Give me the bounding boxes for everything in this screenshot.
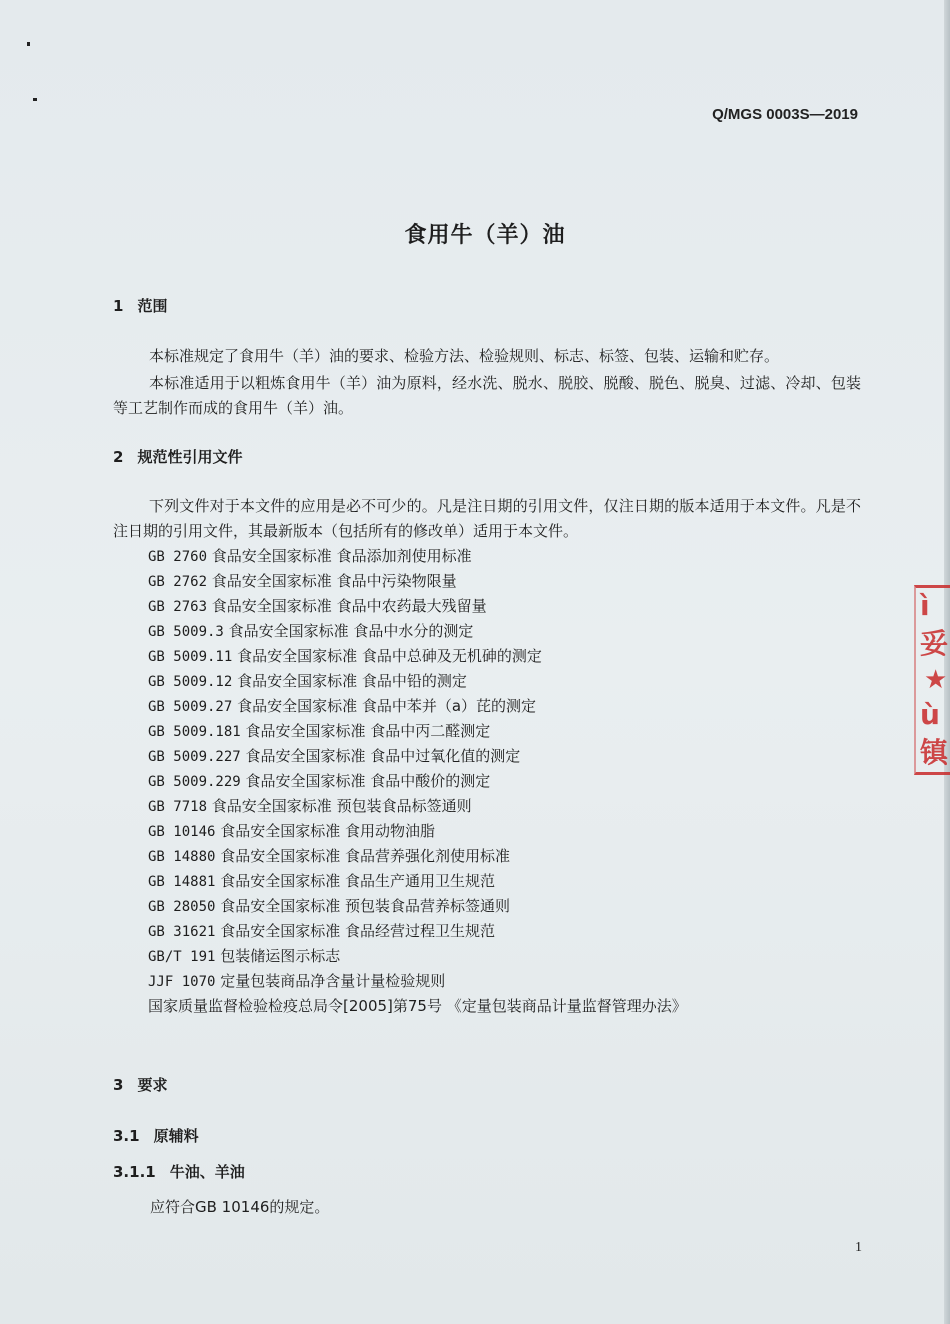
reference-title: 食品安全国家标准 食品添加剂使用标准: [211, 547, 472, 565]
reference-code: GB 7718: [148, 799, 208, 815]
section-2-heading: [113, 446, 242, 467]
seal-text: ì妥: [920, 589, 949, 661]
reference-item: [148, 994, 687, 1019]
section-3-heading: [113, 1074, 167, 1095]
reference-code: GB 10146: [148, 824, 216, 840]
document-title: 食用牛（羊）油: [404, 223, 566, 248]
refs-intro-paragraph: 下列文件对于本文件的应用是必不可少的。凡是注日期的引用文件，仅注日期的版本适用于本文件。凡是不注日期的引用文件，其最新版本（包括所有的修改单）适用于本文件。: [113, 497, 861, 540]
section-number: 2: [113, 448, 124, 466]
reference-code: GB 2760: [148, 549, 208, 565]
reference-title: 食品安全国家标准 食用动物油脂: [220, 822, 435, 840]
red-seal-stamp: [914, 585, 950, 775]
reference-title: 食品安全国家标准 食品经营过程卫生规范: [220, 922, 495, 940]
reference-item: [148, 544, 687, 569]
reference-title: 食品安全国家标准 食品中污染物限量: [211, 572, 457, 590]
reference-item: [148, 644, 687, 669]
seal-star-icon: ★: [924, 664, 948, 695]
reference-title: 食品安全国家标准 食品中水分的测定: [228, 622, 474, 640]
reference-code: GB 2762: [148, 574, 208, 590]
page-number: 1: [855, 1240, 862, 1255]
reference-item: [148, 894, 687, 919]
reference-item: [148, 769, 687, 794]
reference-title: 食品安全国家标准 食品中铅的测定: [237, 672, 467, 690]
reference-item: [148, 944, 687, 969]
section-3-1-1-heading: [113, 1161, 245, 1182]
section-number: 1: [113, 297, 124, 315]
reference-code: GB 14881: [148, 874, 216, 890]
reference-title: 包装储运图示标志: [220, 947, 341, 965]
reference-title: 食品安全国家标准 食品生产通用卫生规范: [220, 872, 495, 890]
section-title: 范围: [137, 297, 168, 315]
reference-title: 食品安全国家标准 预包装食品营养标签通则: [220, 897, 510, 915]
reference-title: 食品安全国家标准 食品中过氧化值的测定: [245, 747, 521, 765]
reference-title: 食品安全国家标准 食品中农药最大残留量: [211, 597, 487, 615]
reference-item: [148, 794, 687, 819]
scan-speck: [27, 42, 30, 46]
reference-code: 国家质量监督检验检疫总局令[2005]第75号: [148, 997, 442, 1015]
reference-item: [148, 744, 687, 769]
section-number: 3.1: [113, 1127, 140, 1145]
reference-title: 食品安全国家标准 食品中苯并（a）芘的测定: [237, 697, 537, 715]
reference-code: GB 5009.3: [148, 624, 224, 640]
reference-code: GB 5009.229: [148, 774, 241, 790]
reference-item: [148, 919, 687, 944]
reference-item: [148, 694, 687, 719]
reference-code: GB 5009.12: [148, 674, 233, 690]
reference-title: 食品安全国家标准 食品中总砷及无机砷的测定: [237, 647, 542, 665]
seal-text: ù镇: [920, 697, 949, 769]
standard-code: Q/MGS 0003S—2019: [712, 106, 858, 123]
reference-item: [148, 969, 687, 994]
reference-code: GB 5009.227: [148, 749, 241, 765]
section-number: 3.1.1: [113, 1163, 156, 1181]
scope-paragraph-2: 本标准适用于以粗炼食用牛（羊）油为原料，经水洗、脱水、脱胶、脱酸、脱色、脱臭、过滤、冷却、包装等工艺制作而成的食用牛（羊）油。: [113, 374, 861, 417]
reference-code: GB 31621: [148, 924, 216, 940]
reference-code: JJF 1070: [148, 974, 216, 990]
reference-title: 食品安全国家标准 食品营养强化剂使用标准: [220, 847, 510, 865]
reference-item: [148, 869, 687, 894]
reference-item: [148, 819, 687, 844]
reference-item: [148, 594, 687, 619]
reference-code: GB 14880: [148, 849, 216, 865]
reference-code: GB 5009.27: [148, 699, 233, 715]
reference-list: [148, 544, 687, 1019]
section-title: 牛油、羊油: [169, 1163, 245, 1181]
scope-paragraph-1: 本标准规定了食用牛（羊）油的要求、检验方法、检验规则、标志、标签、包装、运输和贮存。: [149, 347, 780, 365]
reference-item: [148, 569, 687, 594]
reference-title: 《定量包装商品计量监督管理办法》: [446, 997, 687, 1015]
section-number: 3: [113, 1076, 124, 1094]
reference-code: GB 2763: [148, 599, 208, 615]
reference-item: [148, 619, 687, 644]
section-title: 原辅料: [153, 1127, 199, 1145]
reference-item: [148, 844, 687, 869]
reference-code: GB/T 191: [148, 949, 216, 965]
section-3-1-heading: [113, 1125, 199, 1146]
reference-title: 食品安全国家标准 食品中酸价的测定: [245, 772, 491, 790]
reference-code: GB 5009.181: [148, 724, 241, 740]
section-1-heading: [113, 295, 167, 316]
reference-code: GB 28050: [148, 899, 216, 915]
reference-title: 食品安全国家标准 食品中丙二醛测定: [245, 722, 491, 740]
reference-title: 定量包装商品净含量计量检验规则: [220, 972, 446, 990]
reference-item: [148, 669, 687, 694]
requirement-text: 应符合GB 10146的规定。: [150, 1198, 330, 1216]
scan-speck: [33, 98, 37, 101]
reference-title: 食品安全国家标准 预包装食品标签通则: [211, 797, 472, 815]
section-title: 规范性引用文件: [137, 448, 243, 466]
section-title: 要求: [137, 1076, 168, 1094]
reference-code: GB 5009.11: [148, 649, 233, 665]
reference-item: [148, 719, 687, 744]
